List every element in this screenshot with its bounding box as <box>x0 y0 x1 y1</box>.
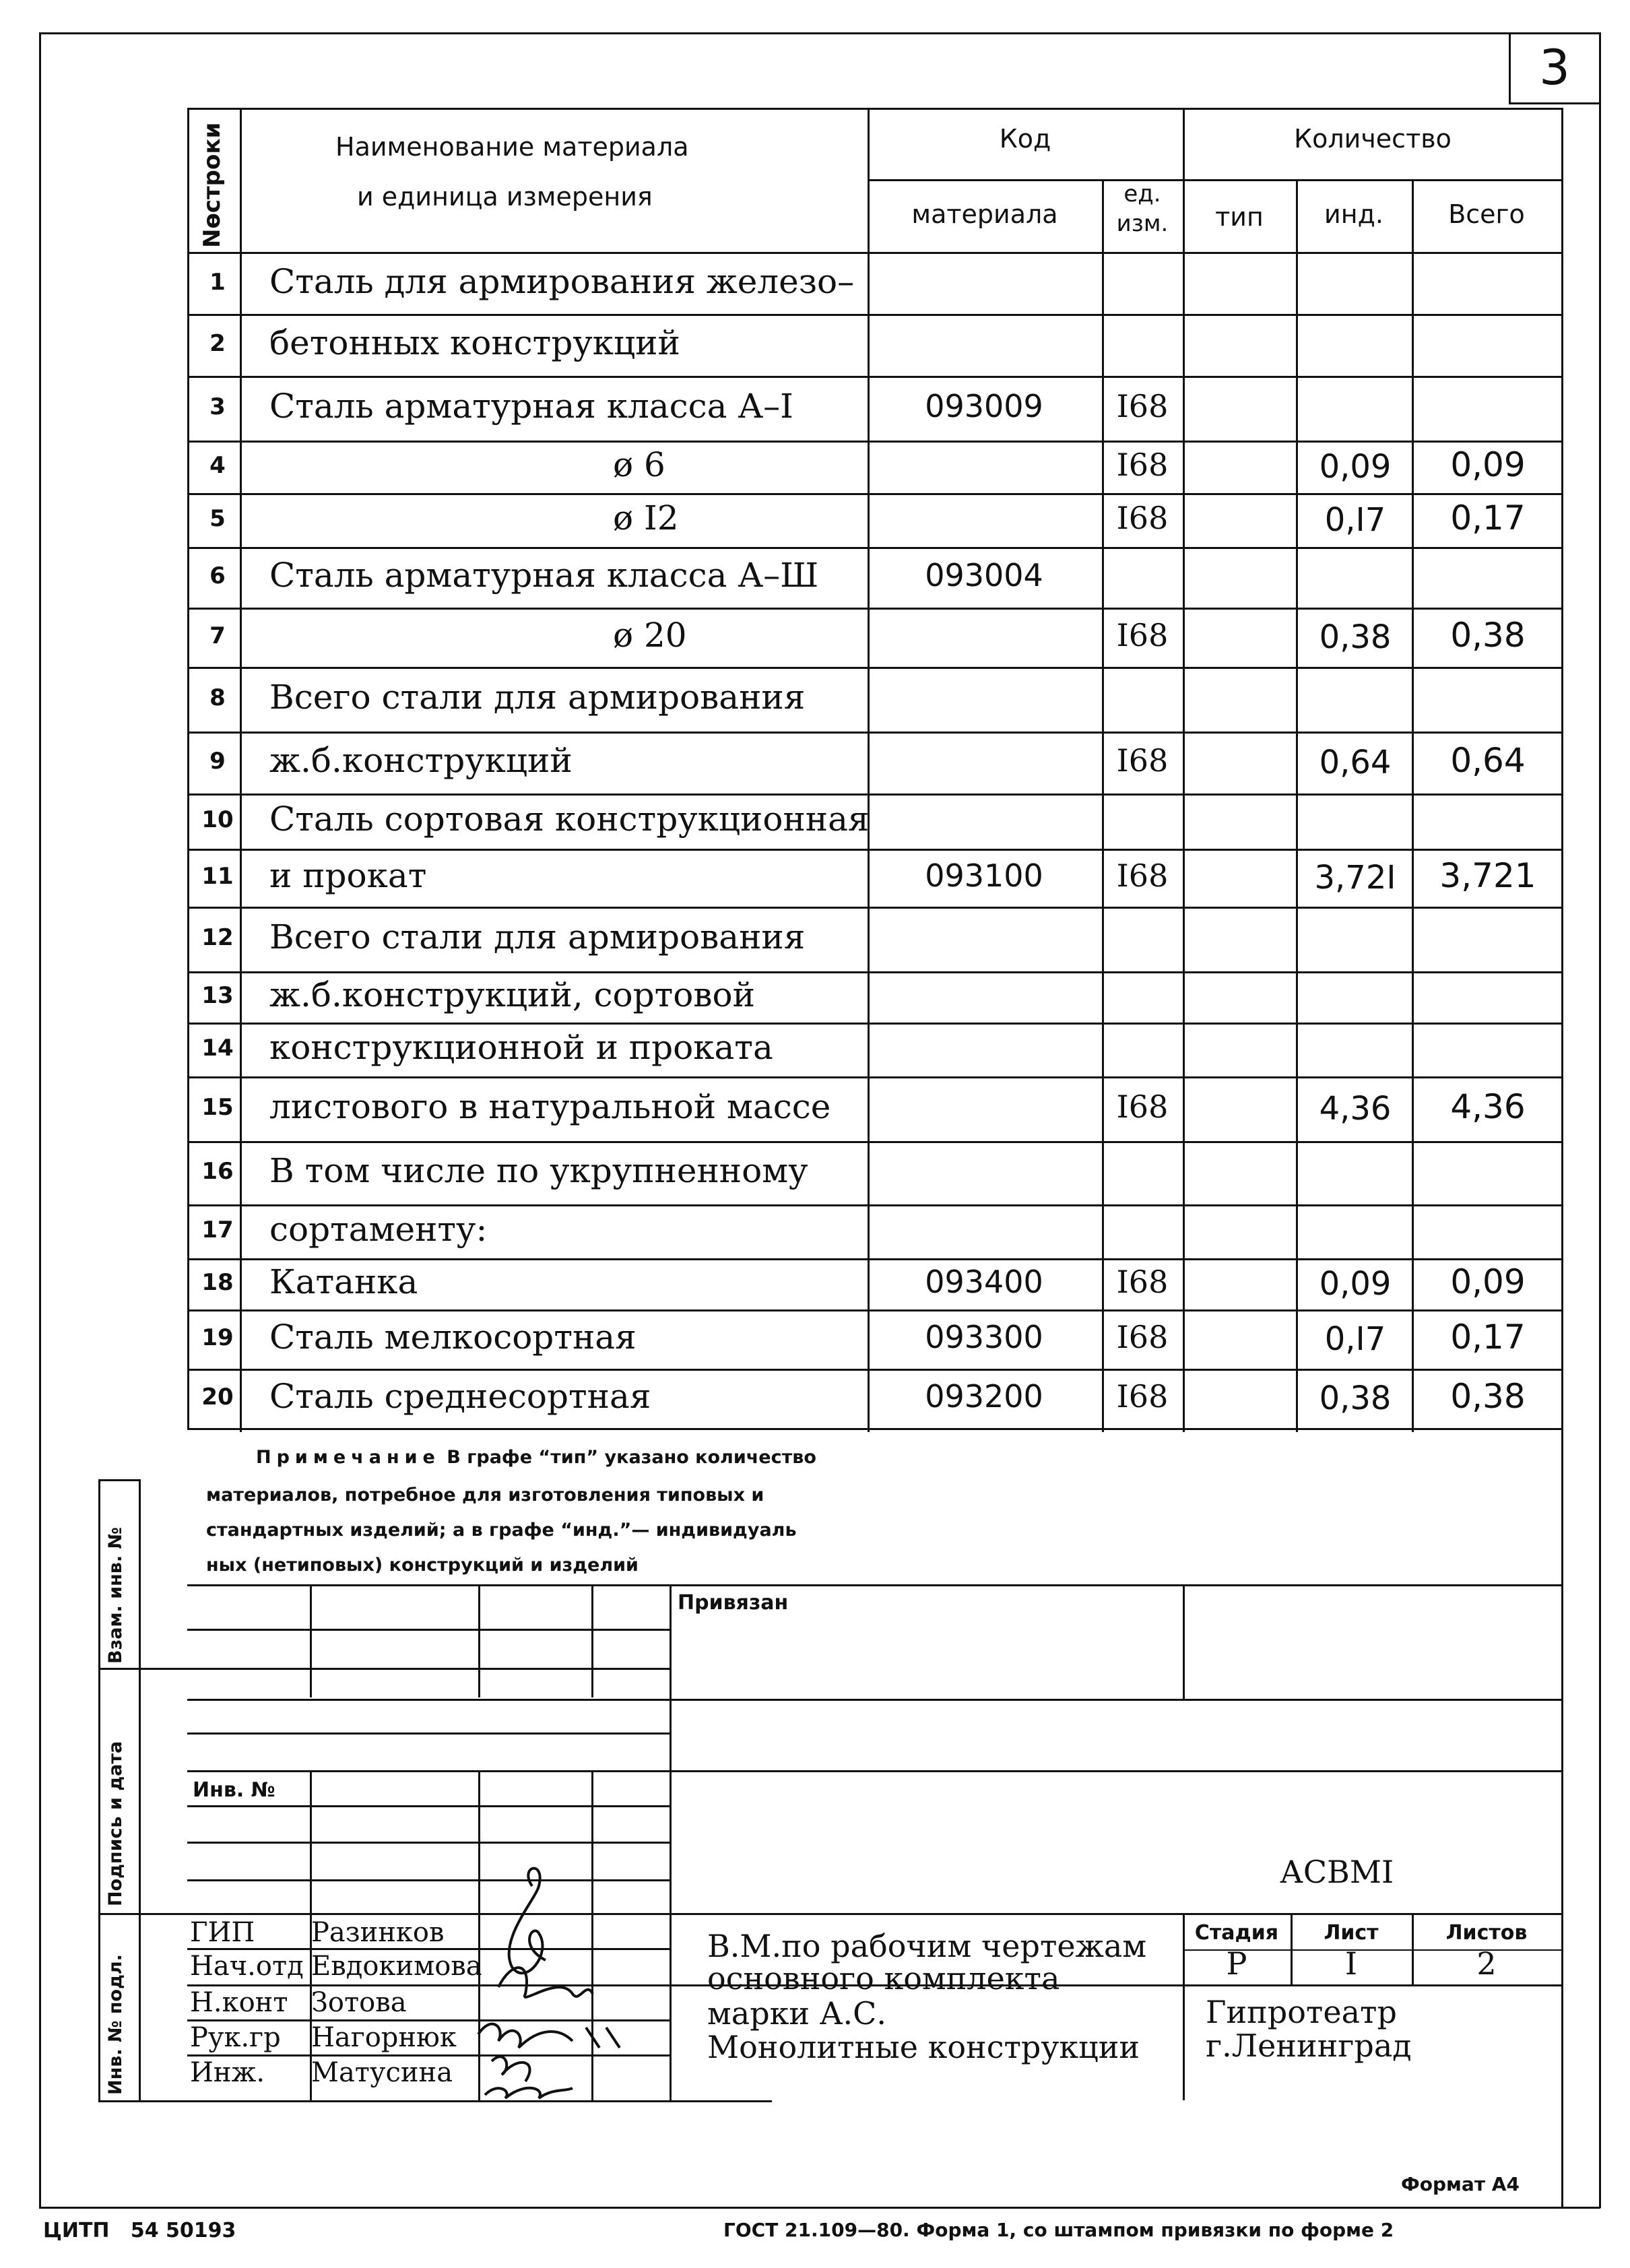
stamp-v-main <box>670 1584 672 2100</box>
stamp-org-line-2: г.Ленинград <box>1206 2028 1412 2064</box>
stamp-sheets-label: Листов <box>1445 1921 1528 1945</box>
stamp-line-b <box>187 1668 671 1670</box>
row-number: 14 <box>201 1035 234 1062</box>
stamp-top-line <box>187 1584 1563 1586</box>
row-code: 093009 <box>925 388 1043 424</box>
footer-format: Формат А4 <box>1401 2173 1520 2195</box>
stamp-person-role: ГИП <box>190 1917 255 1948</box>
stamp-stage-label: Стадия <box>1194 1921 1279 1945</box>
row-name: Катанка <box>269 1262 418 1301</box>
stamp-person-name: Разинков <box>311 1917 445 1948</box>
header-code-material: материала <box>911 199 1058 229</box>
stamp-line-i <box>187 1913 1563 1915</box>
row-total: 0,38 <box>1450 1377 1526 1416</box>
row-unit: I68 <box>1116 447 1169 483</box>
stamp-line-f <box>187 1805 671 1807</box>
header-code-unit-2: изм. <box>1116 210 1169 237</box>
row-total: 0,38 <box>1450 616 1526 655</box>
row-line <box>187 376 1563 378</box>
row-number: 1 <box>209 269 226 296</box>
row-number: 5 <box>209 505 226 532</box>
row-name: конструкционной и проката <box>269 1028 773 1067</box>
row-ind: 3,72I <box>1314 859 1396 897</box>
stamp-person-name: Евдокимова <box>311 1951 482 1982</box>
table-left-line <box>187 108 189 1428</box>
row-name: листового в натуральной массе <box>269 1087 831 1126</box>
header-bottom-line <box>187 252 1563 254</box>
header-row-label: Nөстроки <box>199 122 226 248</box>
signature-3 <box>478 2024 620 2048</box>
row-unit: I68 <box>1116 1089 1169 1125</box>
row-line <box>187 971 1563 973</box>
row-line <box>187 608 1563 610</box>
row-unit: I68 <box>1116 1264 1169 1300</box>
row-line <box>187 1428 1563 1430</box>
row-number: 8 <box>209 684 226 711</box>
col-rownum-right <box>240 108 242 1432</box>
stamp-stage-value: Р <box>1226 1945 1247 1982</box>
row-unit: I68 <box>1116 388 1169 424</box>
stamp-person-role: Н.конт <box>190 1987 288 2018</box>
header-name-line2: и единица измерения <box>357 182 653 212</box>
row-total: 3,721 <box>1439 856 1536 895</box>
col-ind-right <box>1412 179 1414 1432</box>
header-qty-type: тип <box>1215 202 1264 232</box>
row-number: 19 <box>201 1324 234 1351</box>
row-total: 0,09 <box>1450 1262 1526 1301</box>
row-code: 093300 <box>925 1319 1043 1355</box>
row-line <box>187 1141 1563 1143</box>
sheet-corner-number: 3 <box>1539 39 1570 96</box>
stamp-sheets-value: 2 <box>1476 1945 1497 1982</box>
stamp-line-c <box>187 1699 1563 1701</box>
side-column-right <box>139 1479 141 2100</box>
row-number: 10 <box>201 806 234 833</box>
stamp-v-1 <box>310 1584 312 1697</box>
row-line <box>187 793 1563 796</box>
side-column-left <box>98 1479 100 2100</box>
signature-4 <box>492 2056 530 2081</box>
row-number: 15 <box>201 1094 234 1121</box>
frame-left-line <box>39 32 41 2208</box>
row-line <box>187 1204 1563 1206</box>
row-unit: I68 <box>1116 500 1169 536</box>
row-ind: 0,38 <box>1319 1380 1392 1417</box>
signature-5 <box>485 2088 573 2098</box>
stamp-v-privyazan <box>1183 1584 1185 1699</box>
corner-box-bottom <box>1509 102 1600 104</box>
row-number: 9 <box>209 748 226 775</box>
row-total: 4,36 <box>1450 1087 1526 1126</box>
row-number: 12 <box>201 924 234 951</box>
stamp-line-d <box>187 1732 671 1735</box>
row-name: бетонных конструкций <box>269 323 680 362</box>
footer-left: ЦИТП 54 50193 <box>43 2219 236 2242</box>
header-qty-total: Всего <box>1448 199 1525 229</box>
side-label-podpis: Подпись и дата <box>105 1741 126 1906</box>
row-ind: 4,36 <box>1319 1090 1392 1128</box>
stamp-title-line-4: Монолитные конструкции <box>707 2029 1140 2065</box>
row-line <box>187 493 1563 495</box>
row-name: Сталь арматурная класса А–I <box>269 387 793 426</box>
table-right-line <box>1561 108 1563 2207</box>
row-number: 17 <box>201 1217 234 1243</box>
side-column-top <box>98 1479 139 1481</box>
col-code-right <box>1102 179 1104 1432</box>
row-name: В том числе по укрупненному <box>269 1151 808 1190</box>
row-number: 2 <box>209 330 226 357</box>
row-number: 4 <box>209 452 226 479</box>
col-unit-right <box>1183 108 1185 1432</box>
side-label-inv-podl: Инв. № подл. <box>105 1954 126 2095</box>
frame-right-line <box>1599 32 1601 2208</box>
row-code: 093100 <box>925 857 1043 894</box>
side-divider-2 <box>98 1913 187 1915</box>
row-ind: 0,64 <box>1319 744 1392 781</box>
row-name: Сталь сортовая конструкционная <box>269 800 870 839</box>
stamp-person-role: Инж. <box>190 2057 265 2088</box>
side-divider-1 <box>98 1668 187 1670</box>
row-unit: I68 <box>1116 617 1169 653</box>
note-line-3: стандартных изделий; а в графе “инд.”— индивидуаль <box>206 1520 797 1541</box>
stamp-title-line-2: основного комплекта <box>707 1960 1060 1997</box>
stamp-inv-no: Инв. № <box>193 1778 275 1802</box>
row-name: ø 6 <box>613 445 665 484</box>
frame-top-line <box>39 32 1600 34</box>
side-label-vzam: Взам. инв. № <box>105 1526 126 1664</box>
row-ind: 0,38 <box>1319 618 1392 656</box>
row-line <box>187 441 1563 443</box>
footer-right: ГОСТ 21.109—80. Форма 1, со штампом привязки по форме 2 <box>723 2219 1394 2241</box>
row-unit: I68 <box>1116 857 1169 894</box>
row-name: Сталь среднесортная <box>269 1377 651 1416</box>
stamp-line-g <box>187 1842 671 1844</box>
row-number: 6 <box>209 562 226 589</box>
row-ind: 0,09 <box>1319 1265 1392 1303</box>
note-line-4: ных (нетиповых) конструкций и изделий <box>206 1555 639 1576</box>
note-heading: Примечание <box>256 1447 441 1468</box>
col-type-right <box>1296 179 1298 1432</box>
stamp-v-2 <box>478 1584 480 1697</box>
note-line-1 <box>256 1447 816 1468</box>
row-number: 3 <box>209 393 226 420</box>
row-line <box>187 732 1563 734</box>
row-number: 11 <box>201 863 234 890</box>
stamp-sheet-label: Лист <box>1324 1921 1379 1945</box>
signature-2 <box>498 1968 593 1997</box>
row-name: Сталь арматурная класса А–Ш <box>269 556 819 595</box>
row-code: 093004 <box>925 557 1043 593</box>
row-line <box>187 1309 1563 1311</box>
stamp-privyazan: Привязан <box>678 1591 789 1615</box>
stamp-line-e <box>187 1770 1563 1772</box>
row-name: и прокат <box>269 856 427 895</box>
stamp-v-3 <box>591 1584 593 1697</box>
stamp-designation: АСВМI <box>1280 1854 1394 1890</box>
row-name: Сталь для армирования железо– <box>269 262 855 301</box>
stamp-org-line-1: Гипротеатр <box>1206 1994 1397 2030</box>
row-name: ж.б.конструкций, сортовой <box>269 975 755 1014</box>
row-total: 0,17 <box>1450 1318 1526 1357</box>
header-sub-line <box>868 179 1563 181</box>
row-name: Сталь мелкосортная <box>269 1318 637 1357</box>
row-line <box>187 1369 1563 1371</box>
row-number: 20 <box>201 1384 234 1411</box>
stamp-person-name: Нагорнюк <box>311 2022 457 2053</box>
stamp-sheet-value: I <box>1344 1945 1358 1982</box>
row-number: 13 <box>201 982 234 1009</box>
row-ind: 0,09 <box>1319 448 1392 486</box>
row-line <box>187 1023 1563 1025</box>
row-unit: I68 <box>1116 1319 1169 1355</box>
row-line <box>187 547 1563 549</box>
row-line <box>187 314 1563 316</box>
table-top-line <box>187 108 1563 110</box>
row-name: сортаменту: <box>269 1210 488 1249</box>
stamp-title-line-3: марки А.С. <box>707 1995 886 2032</box>
stamp-person-role: Рук.гр <box>190 2022 281 2053</box>
row-total: 0,17 <box>1450 498 1526 538</box>
row-name: ø I2 <box>613 498 679 538</box>
row-line <box>187 1258 1563 1260</box>
row-code: 093400 <box>925 1264 1043 1300</box>
row-line <box>187 667 1563 669</box>
row-line <box>187 849 1563 851</box>
row-unit: I68 <box>1116 742 1169 779</box>
frame-bottom-line <box>39 2207 1600 2209</box>
signature-1 <box>509 1869 546 1974</box>
side-column-bottom <box>98 2100 772 2102</box>
row-line <box>187 907 1563 909</box>
stamp-person-name: Матусина <box>311 2057 453 2088</box>
stamp-person-name: Зотова <box>311 1987 407 2018</box>
note-line-1-text: В графе “тип” указано количество <box>447 1447 816 1468</box>
row-total: 0,64 <box>1450 741 1526 780</box>
row-total: 0,09 <box>1450 445 1526 484</box>
row-number: 16 <box>201 1158 234 1185</box>
row-ind: 0,I7 <box>1324 1320 1386 1358</box>
signature-scribbles <box>471 1859 660 2102</box>
col-name-right <box>868 108 870 1432</box>
row-ind: 0,I7 <box>1324 501 1386 539</box>
row-number: 18 <box>201 1269 234 1296</box>
row-name: Всего стали для армирования <box>269 678 806 717</box>
row-name: ø 20 <box>613 616 687 655</box>
stamp-title-line-1: В.М.по рабочим чертежам <box>707 1928 1147 1964</box>
header-name-line1: Наименование материала <box>335 132 689 162</box>
stamp-person-role: Нач.отд <box>190 1951 304 1982</box>
stamp-line-a <box>187 1629 671 1631</box>
note-line-2: материалов, потребное для изготовления типовых и <box>206 1485 764 1505</box>
row-code: 093200 <box>925 1378 1043 1415</box>
row-name: ж.б.конструкций <box>269 741 573 780</box>
row-number: 7 <box>209 622 226 649</box>
row-name: Всего стали для армирования <box>269 917 806 957</box>
row-line <box>187 1076 1563 1078</box>
header-code-unit-1: ед. <box>1123 181 1161 207</box>
header-qty-ind: инд. <box>1324 199 1383 229</box>
header-code-group: Код <box>999 124 1051 154</box>
row-unit: I68 <box>1116 1378 1169 1415</box>
header-qty-group: Количество <box>1294 124 1452 154</box>
